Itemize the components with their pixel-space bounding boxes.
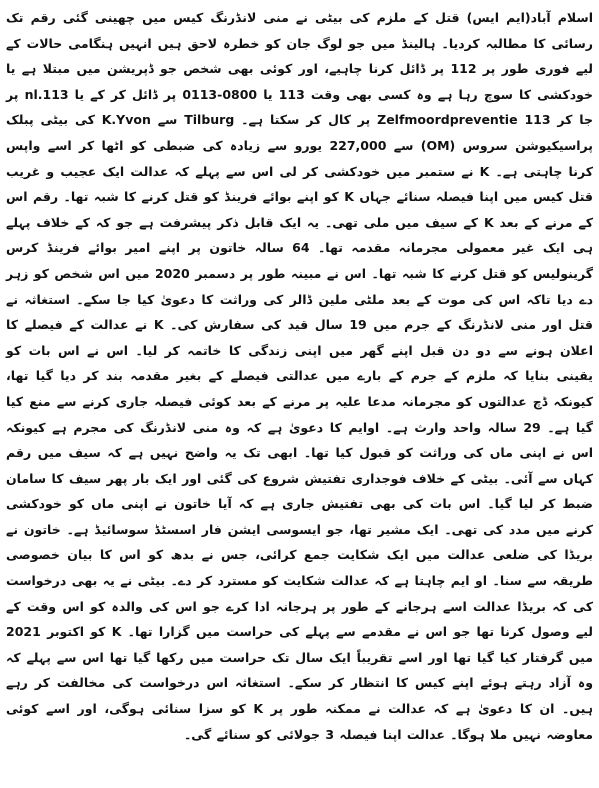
article-body: اسلام آباد(ایم ایس) قتل کے ملزم کی بیٹی نے منی لانڈرنگ کیس میں چھینی گئی رقم تک رسائی کا مطالبہ کردیا۔ ہالینڈ میں جو لوگ جان کو خطرہ لاحق ہیں انہیں ہنگامی حالات کے لیے فوری طور پر 112 پر ڈائل کرنا چاہیے، اور کوئی بھی شخص جو ڈپریشن میں مبتلا ہے یا خودکشی کا سوچ رہا ہے وہ کسی بھی وقت 113 یا 0800-0113 پر ڈائل کر کے یا 113.nl پر جا کر 113 Zelfmoordpreventie پر کال کر سکتا ہے۔ Tilburg سے K.Yvon کی بیٹی پبلک پراسیکیوشن سروس (OM) سے 227,000 یورو سے زیادہ کی ضبطی کو اٹھا کر اسے واپس کرنا چاہتی ہے۔ K نے ستمبر میں خودکشی کر لی اس سے پہلے کہ عدالت ایک عجیب و غریب قتل کیس میں اپنا فیصلہ سنائے جہاں K کو اپنے بوائے فرینڈ کو قتل کرنے کا شبہ تھا۔ رقم اس کے مرنے کے بعد K کے سیف میں ملی تھی۔ یہ ایک قابل ذکر پیشرفت ہے جو کہ کے خلاف پہلے ہی ایک غیر معمولی مجرمانہ مقدمہ تھا۔ 64 سالہ خاتون پر اپنے امیر بوائے فرینڈ کرس گرینولیس کو قتل کرنے کا شبہ تھا۔ اس نے مبینہ طور پر دسمبر 2020 میں اس شخص کو زہر دے دیا تاکہ اس کی موت کے بعد ملٹی ملین ڈالر کی وراثت کا دعویٰ کیا جا سکے۔ استغاثہ نے قتل اور منی لانڈرنگ کے جرم میں 19 سال قید کی سفارش کی۔ K نے عدالت کے فیصلے کا اعلان ہونے سے دو دن قبل اپنے گھر میں اپنی زندگی کا خاتمہ کر لیا۔ اس نے اس بات کو یقینی بنایا کہ ملزم کے جرم کے بارے میں عدالتی فیصلے کے بغیر مقدمہ بند کر دیا گیا تھا، کیونکہ ڈچ عدالتوں کو مجرمانہ مدعا علیہ پر مرنے کے بعد کوئی فیصلہ جاری کرنے سے منع کیا گیا ہے۔ 29 سالہ واحد وارث ہے۔ اوایم کا دعویٰ ہے کہ وہ منی لانڈرنگ کی مجرم ہے کیونکہ اس نے اپنی ماں کی وراثت کو قبول کیا تھا۔ ابھی تک یہ واضح نہیں ہے کہ سیف میں رقم کہاں سے آئی۔ بیٹی کے خلاف فوجداری تفتیش شروع کی گئی اور ایک بار پھر سیف کا سامان ضبط کر لیا گیا۔ اس بات کی بھی تفتیش جاری ہے کہ آیا خاتون نے اپنی ماں کو خودکشی کرنے میں مدد کی تھی۔ ایک مشیر تھا، جو ایسوسی ایشن فار اسسٹڈ سوسائیڈ ہے۔ خاتون نے بریڈا کی ضلعی عدالت میں ایک شکایت جمع کرائی، جس نے بدھ کو اس کا بیان خصوصی طریقہ سے سنا۔ او ایم چاہتا ہے کہ عدالت شکایت کو مسترد کر دے۔ بیٹی نے یہ بھی درخواست کی کہ بریڈا عدالت اسے ہرجانے کے طور پر ہرجانہ ادا کرے جو اس کی والدہ کو اس وقت کے لیے وصول کرنا تھا جو اس نے مقدمے سے پہلے کی حراست میں گزارا تھا۔ K کو اکتوبر 2021 میں گرفتار کیا گیا تھا اور اسے تقریباً ایک سال تک حراست میں رکھا گیا تھا اس سے پہلے کہ وہ آزاد رہتے ہوئے اپنے کیس کا انتظار کر سکے۔ استغاثہ اس درخواست کی مخالفت کر رہے ہیں۔ ان کا دعویٰ ہے کہ عدالت نے ممکنہ طور پر K کو سزا سنائی ہوگی، اور اسے کوئی معاوضہ نہیں ملا ہوگا۔ عدالت اپنا فیصلہ 3 جولائی کو سنائے گی۔ bbox=[6, 10, 594, 742]
